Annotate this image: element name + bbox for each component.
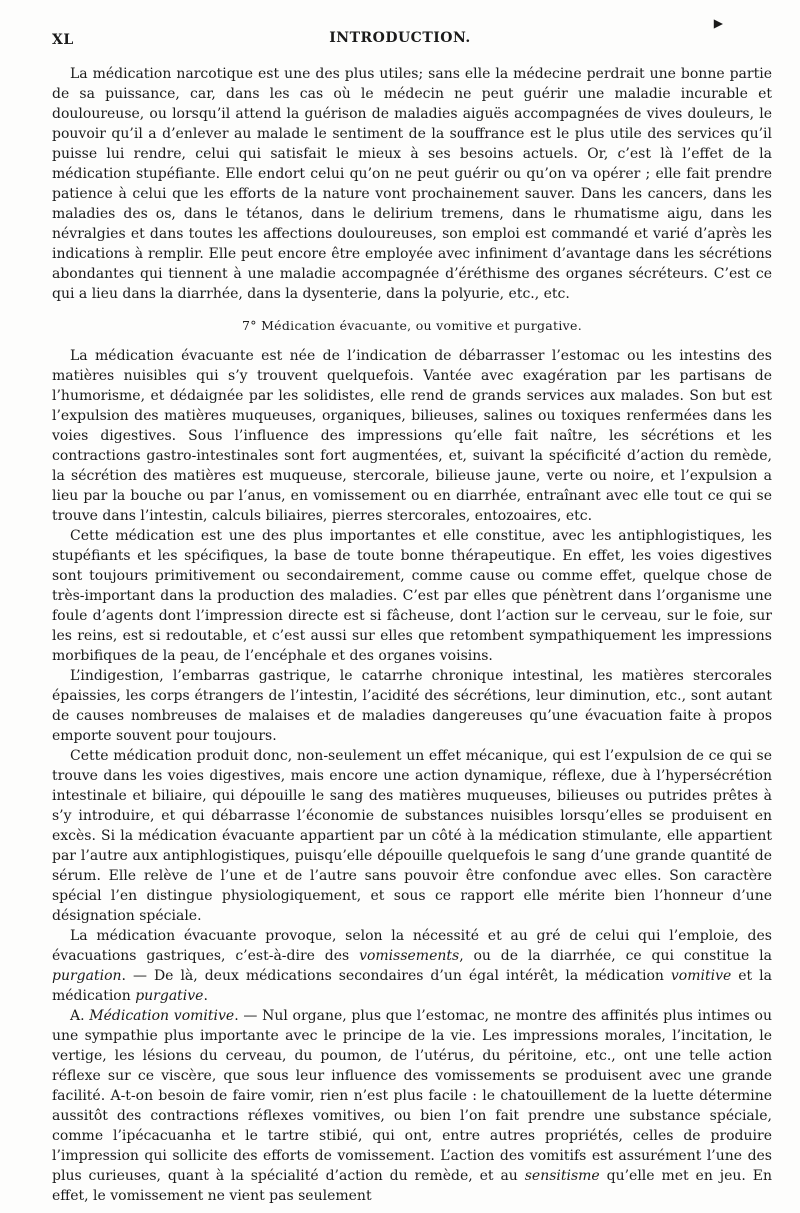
paragraph-evacuant-intro: La médication évacuante est née de l’indication de débarrasser l’estomac ou les intestins des matières nuisibles qui s’y trouvent quelquefois. Vantée avec exagération par les partisans de l’humorisme, et dédaignée par les solidistes, elle rend de grands services aux malades. Son but est l’expulsion des matières muqueuses, organiques, bilieuses, salines ou toxiques renfermées dans les voies digestives. Sous l’influence des impressions qu’elle fait naître, les sécrétions et les contractions gastro-intestinales sont fort augmentées, et, suivant la spécificité d’action du remède, la sécrétion des matières est muqueuse, stercorale, bilieuse jaune, verte ou noire, et l’expulsion a lieu par la bouche ou par l’anus, en vomissement ou en diarrhée, entraînant avec elle tout ce qui se trouve dans l’intestin, calculs biliaires, pierres stercorales, entozoaires, etc.	[52, 348, 772, 524]
italic-term: purgative	[135, 988, 204, 1004]
running-title: INTRODUCTION.	[329, 30, 471, 46]
page-header	[0, 8, 800, 48]
italic-term: purgation	[52, 968, 122, 984]
text-span: . — De là, deux médications secondaires d’un égal intérêt, la médication	[121, 968, 671, 984]
italic-term: vomissements	[359, 948, 460, 964]
text-span: et la médication	[52, 968, 772, 1004]
text-span: . — Nul organe, plus que l’estomac, ne montre des affinités plus intimes ou une sympathie plus importante avec le principe de la vie. Les impressions morales, l’incitation, le vertige, les lésions du cerveau, du poumon, de l’utérus, du péritoine, etc., ont une telle action réflexe sur ce viscère, que sous leur influence des vomissements se produisent avec une grande facilité. A-t-on besoin de faire vomir, rien n’est plus facile : le chatouillement de la luette détermine aussitôt des contractions réflexes vomitives, ou bien l’on fait prendre une substance spéciale, comme l’ipécacuanha et le tartre stibié, qui ont, entre autres propriétés, celles de produire l’impression qui sollicite des efforts de vomissement. L’action des vomitifs est assurément l’une des plus curieuses, quant à la spécialité d’action du remède, et au	[52, 1008, 772, 1184]
subsection-title: Médication vomitive	[89, 1008, 235, 1024]
page-number: XL	[52, 32, 74, 48]
printer-mark-icon: ▼	[710, 19, 725, 29]
text-span: , ou de la diarrhée, ce qui constitue la	[459, 948, 772, 964]
paragraph-vomitive	[52, 1006, 772, 1206]
text-span: A.	[70, 1008, 90, 1024]
text-span: .	[203, 988, 208, 1004]
body-text	[52, 64, 772, 1206]
text-span: qu’elle met en jeu. En effet, le vomissement ne vient pas seulement	[52, 1168, 772, 1204]
paragraph-mechanism: Cette médication produit donc, non-seulement un effet mécanique, qui est l’expulsion de ce qui se trouve dans les voies digestives, mais encore une action dynamique, réflexe, due à l’hypersécrétion intestinale et biliaire, qui dépouille le sang des matières muqueuses, bilieuses ou putrides prêtes à s’y introduire, et qui débarrasse l’économie de substances nuisibles lorsqu’elles se produisent en excès. Si la médication évacuante appartient par un côté à la médication stimulante, elle appartient par l’autre aux antiphlogistiques, puisqu’elle dépouille quelquefois le sang d’une grande quantité de sérum. Elle relève de l’une et de l’autre sans pouvoir être confondue avec elles. Son caractère spécial l’en distingue physiologiquement, et sous ce rapport elle mérite bien l’honneur d’une désignation spéciale.	[52, 748, 772, 924]
section-heading: 7° Médication évacuante, ou vomitive et purgative.	[242, 318, 582, 333]
text-span: La médication évacuante provoque, selon la nécessité et au gré de celui qui l’emploie, des évacuations gastriques, c’est-à-dire des	[52, 928, 772, 964]
paragraph-narcotic: La médication narcotique est une des plus utiles; sans elle la médecine perdrait une bonne partie de sa puissance, car, dans les cas où le médecin ne peut guérir une maladie incurable et douloureuse, ou lorsqu’il attend la guérison de maladies aiguës accompagnées de vives douleurs, le pouvoir qu’il a d’enlever au malade le sentiment de la souffrance est le plus utile des services qu’il puisse lui rendre, celui qui satisfait le mieux à ses besoins actuels. Or, c’est là l’effet de la médication stupéfiante. Elle endort celui qu’on ne peut guérir ou qu’on va opérer ; elle fait prendre patience à celui que les efforts de la nature vont prochainement sauver. Dans les cancers, dans les maladies des os, dans le tétanos, dans le delirium tremens, dans le rhumatisme aigu, dans les névralgies et dans toutes les affections douloureuses, son emploi est commandé et varié d’après les indications à remplir. Elle peut encore être employée avec infiniment d’avantage dans les sécrétions abondantes qui tiennent à une maladie accompagnée d’éréthisme des organes sécréteurs. C’est ce qui a lieu dans la diarrhée, dans la dysenterie, dans la polyurie, etc., etc.	[52, 66, 772, 302]
paragraph-indigestion: L’indigestion, l’embarras gastrique, le catarrhe chronique intestinal, les matières stercorales épaissies, les corps étrangers de l’intestin, l’acidité des sécrétions, leur diminution, etc., sont autant de causes nombreuses de malaises et de maladies dangereuses qu’une évacuation faite à propos emporte souvent pour toujours.	[52, 668, 772, 744]
paragraph-importance: Cette médication est une des plus importantes et elle constitue, avec les antiphlogistiques, les stupéfiants et les spécifiques, la base de toute bonne thérapeutique. En effet, les voies digestives sont toujours primitivement ou secondairement, comme cause ou comme effet, quelque chose de très-important dans la production des maladies. C’est par elles que pénètrent dans l’organisme une foule d’agents dont l’impression directe est si fâcheuse, dont l’action sur le cerveau, sur le foie, sur les reins, est si redoutable, et c’est aussi sur elles que retombent sympathiquement les impressions morbifiques de la peau, de l’encéphale et des organes voisins.	[52, 528, 772, 664]
italic-term: vomitive	[670, 968, 732, 984]
italic-term: sensitisme	[524, 1168, 600, 1184]
paragraph-secondary-medications	[52, 926, 772, 1006]
